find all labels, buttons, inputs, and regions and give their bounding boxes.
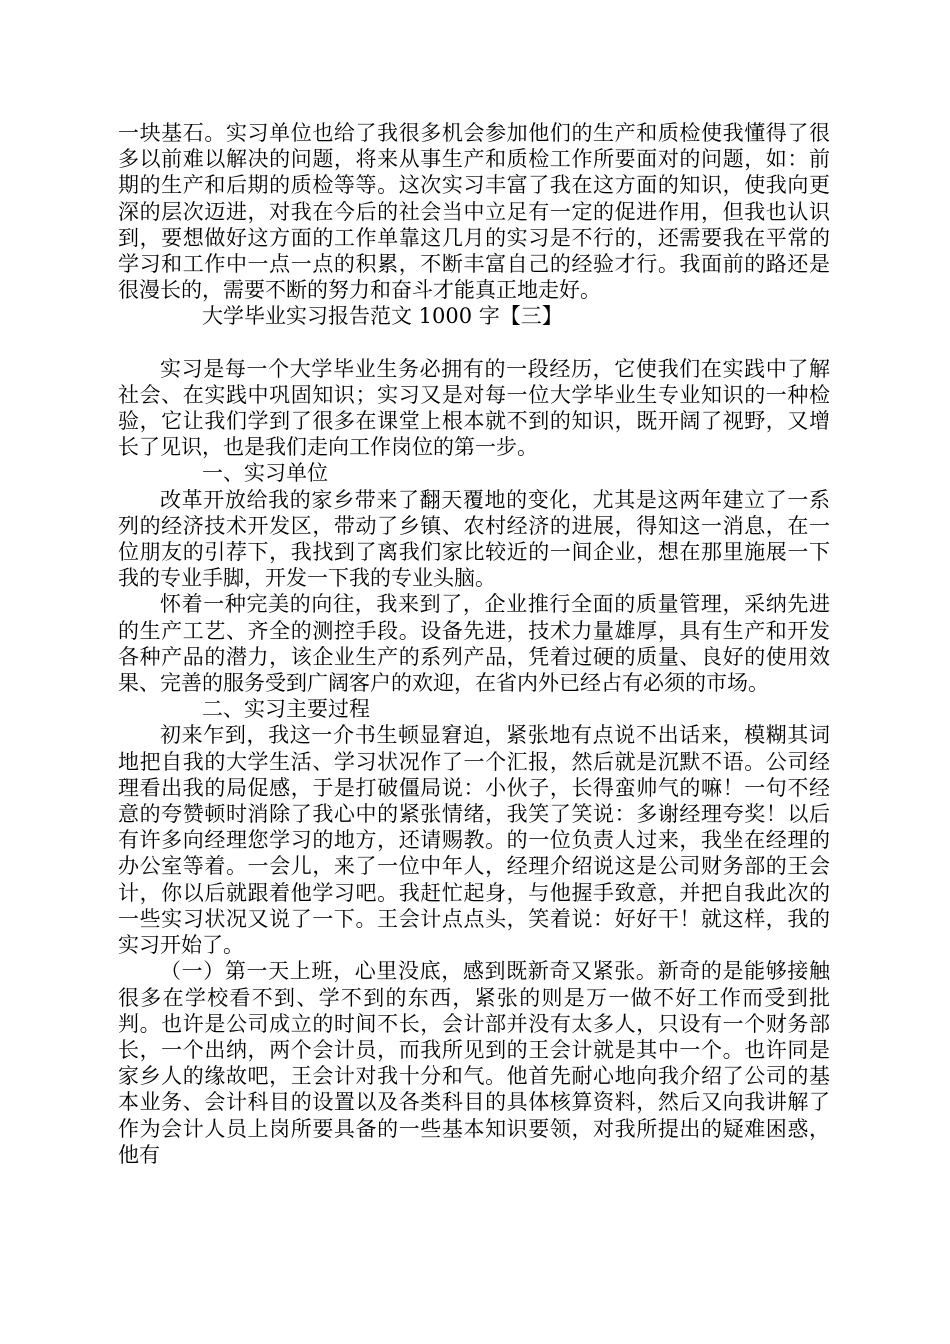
document-page (118, 120, 830, 1168)
process-paragraph-2: （一）第一天上班，心里没底，感到既新奇又紧张。新奇的是能够接触很多在学校看不到、学不到的东西，紧张的则是万一做不好工作而受到批判。也许是公司成立的时间不长，会计部并没有太多人，只设有一个财务部长，一个出纳，两个会计员，而我所见到的王会计就是其中一个。也许同是家乡人的缘故吧，王会计对我十分和气。他首先耐心地向我介绍了公司的基本业务、会计科目的设置以及各类科目的具体核算资料，然后又向我讲解了作为会计人员上岗所要具备的一些基本知识要领，对我所提出的疑难困惑，他有 (118, 959, 830, 1167)
blank-line (118, 330, 830, 356)
process-paragraph-1: 初来乍到，我这一介书生顿显窘迫，紧张地有点说不出话来，模糊其词地把自我的大学生活、学习状况作了一个汇报，然后就是沉默不语。公司经理看出我的局促感，于是打破僵局说：小伙子，长得蛮帅气的嘛！一句不经意的夸赞顿时消除了我心中的紧张情绪，我笑了笑说：多谢经理夸奖！以后有许多向经理您学习的地方，还请赐教。的一位负责人过来，我坐在经理的办公室等着。一会儿，来了一位中年人，经理介绍说这是公司财务部的王会计，你以后就跟着他学习吧。我赶忙起身，与他握手致意，并把自我此次的一些实习状况又说了一下。王会计点点头，笑着说：好好干！就这样，我的实习开始了。 (118, 723, 830, 958)
heading-internship-process: 二、实习主要过程 (202, 697, 370, 722)
unit-paragraph-2: 怀着一种完美的向往，我来到了，企业推行全面的质量管理，采纳先进的生产工艺、齐全的测控手段。设备先进，技术力量雄厚，具有生产和开发各种产品的潜力，该企业生产的系列产品，凭着过硬的质量、良好的使用效果、完善的服务受到广阔客户的欢迎，在省内外已经占有必须的市场。 (118, 592, 830, 696)
section-title: 大学毕业实习报告范文 1000 字【三】 (202, 304, 563, 329)
intro-paragraph: 实习是每一个大学毕业生务必拥有的一段经历，它使我们在实践中了解社会、在实践中巩固知识；实习又是对每一位大学毕业生专业知识的一种检验，它让我们学到了很多在课堂上根本就不到的知识，既开阔了视野，又增长了见识，也是我们走向工作岗位的第一步。 (118, 356, 830, 460)
continuation-paragraph: 一块基石。实习单位也给了我很多机会参加他们的生产和质检使我懂得了很多以前难以解决的问题，将来从事生产和质检工作所要面对的问题，如：前期的生产和后期的质检等等。这次实习丰富了我在这方面的知识，使我向更深的层次迈进，对我在今后的社会当中立足有一定的促进作用，但我也认识到，要想做好这方面的工作单靠这几月的实习是不行的，还需要我在平常的学习和工作中一点一点的积累，不断丰富自己的经验才行。我面前的路还是很漫长的，需要不断的努力和奋斗才能真正地走好。 (118, 121, 830, 303)
unit-paragraph-1: 改革开放给我的家乡带来了翻天覆地的变化，尤其是这两年建立了一系列的经济技术开发区，带动了乡镇、农村经济的进展，得知这一消息，在一位朋友的引荐下，我找到了离我们家比较近的一间企业，想在那里施展一下我的专业手脚，开发一下我的专业头脑。 (118, 487, 830, 591)
heading-internship-unit: 一、实习单位 (202, 461, 328, 486)
